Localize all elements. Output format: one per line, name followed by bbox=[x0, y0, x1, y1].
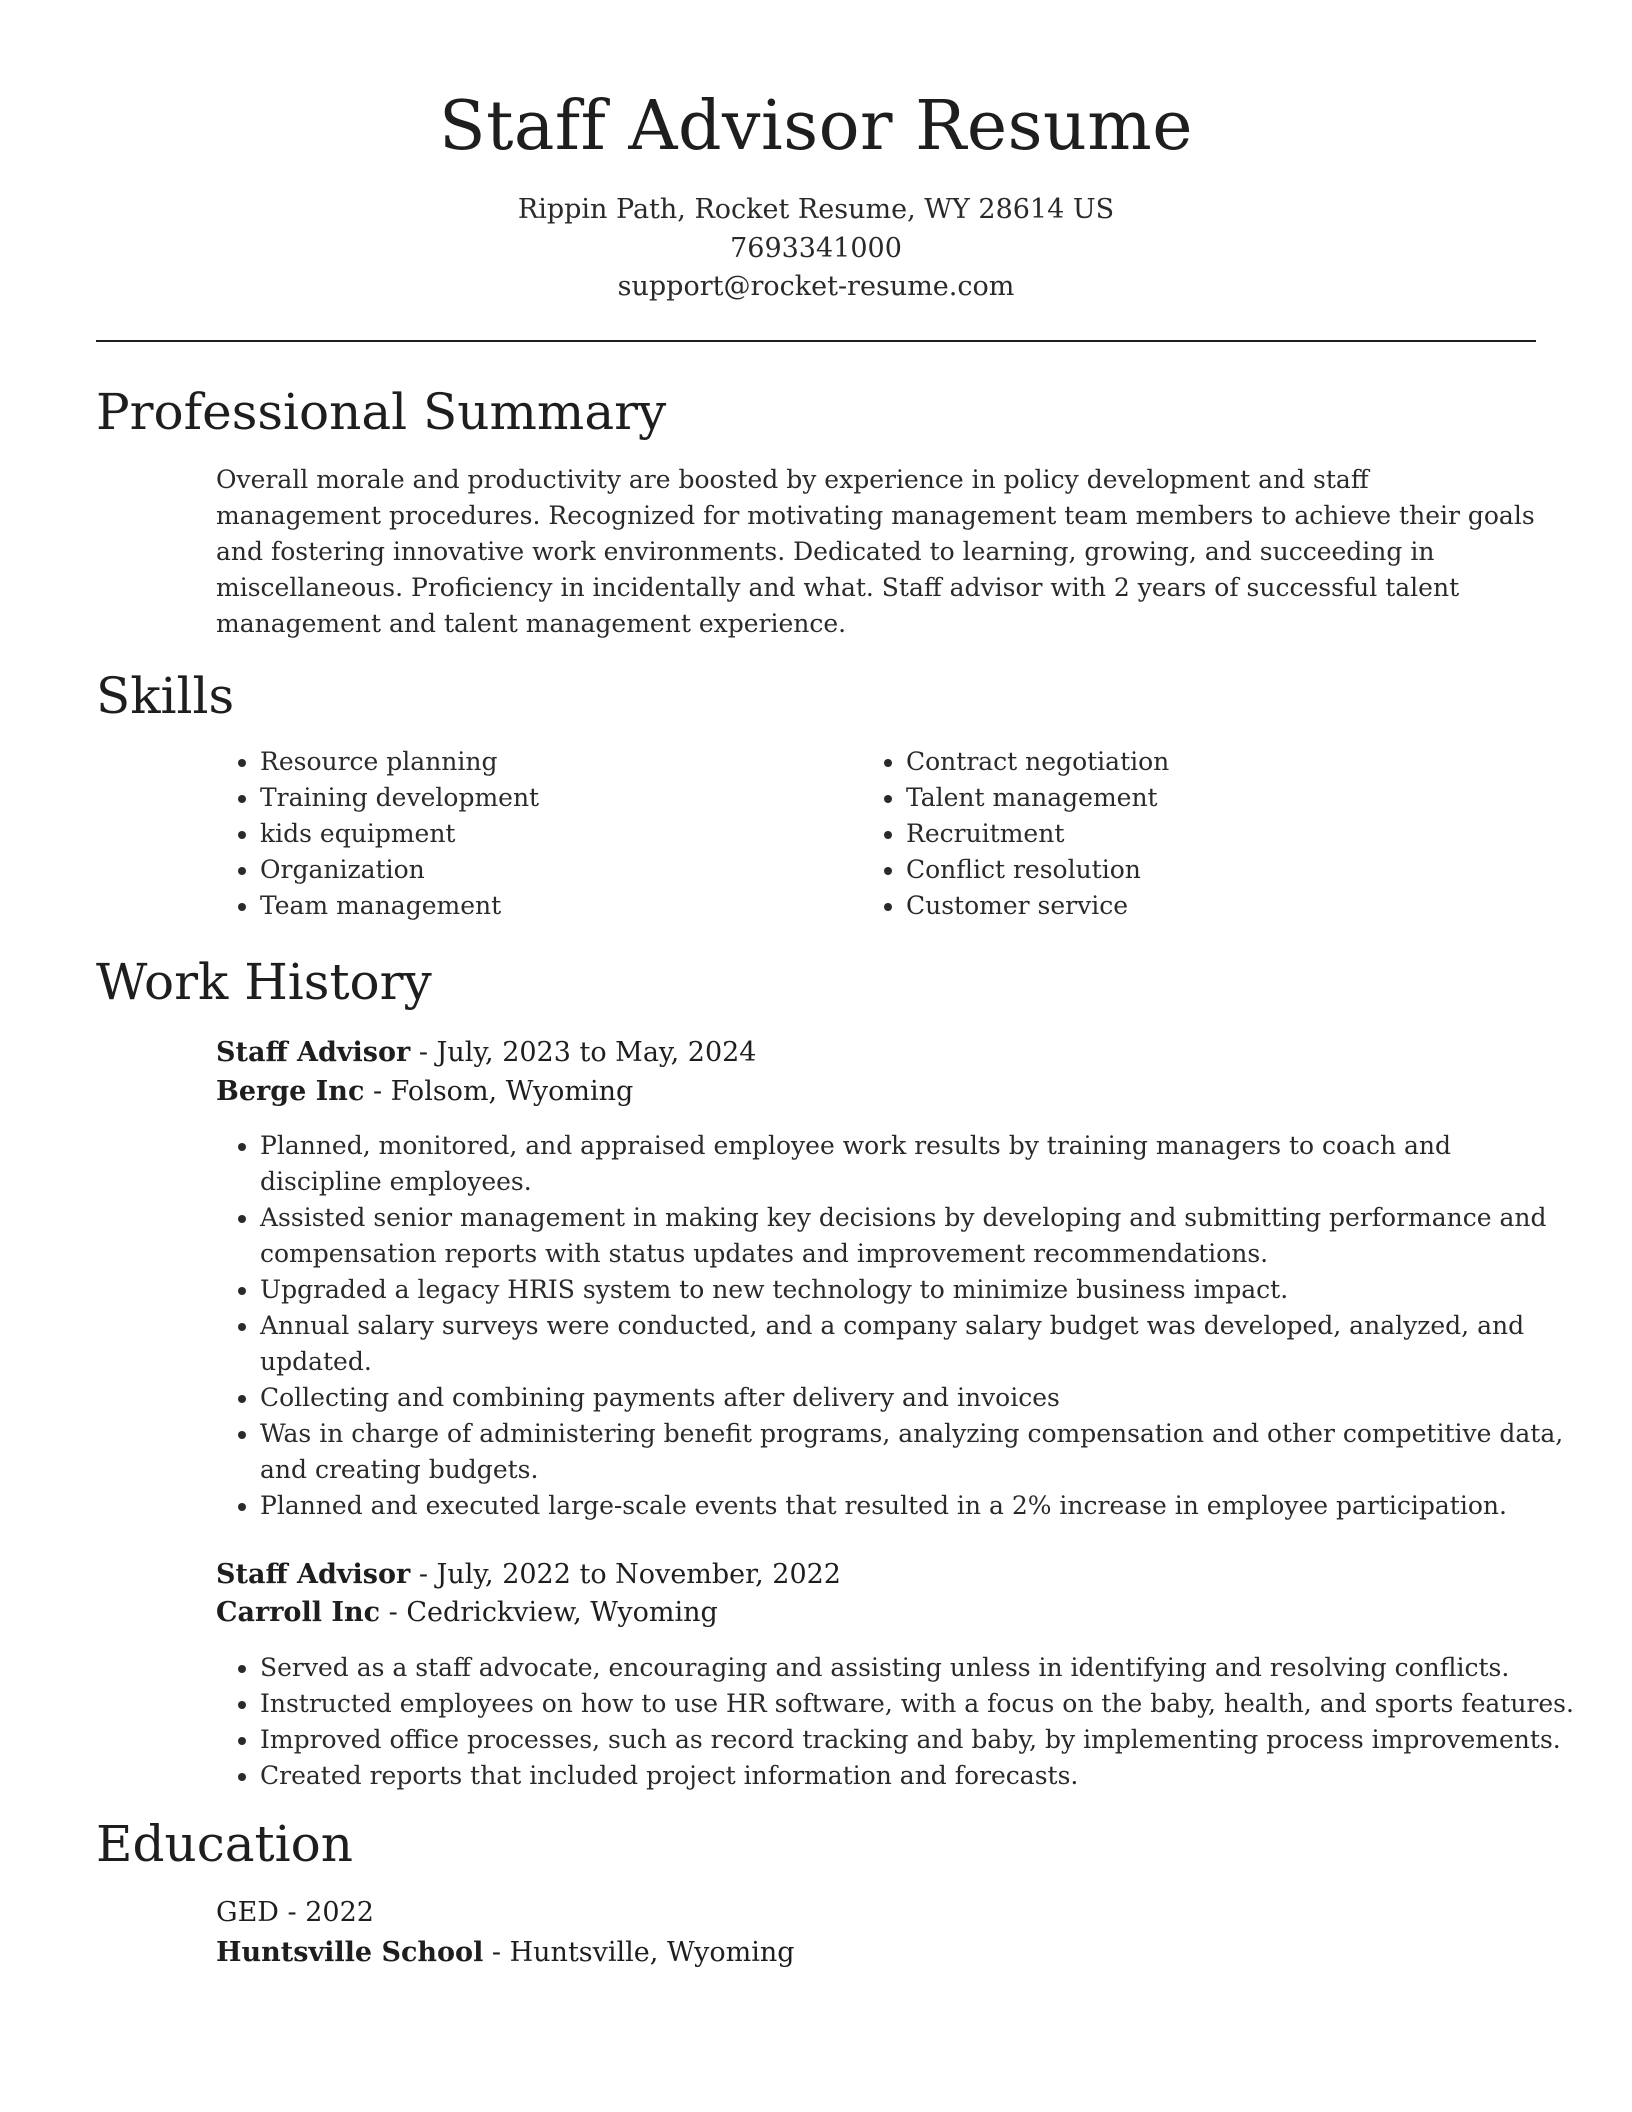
job-bullet: • Collecting and combining payments after delivery and invoices bbox=[260, 1380, 1580, 1416]
education-degree: GED - 2022 bbox=[216, 1897, 374, 1928]
job-title: Staff Advisor bbox=[216, 1037, 411, 1068]
contact-address: Rippin Path, Rocket Resume, WY 28614 US bbox=[517, 194, 1115, 225]
education-school: Huntsville School bbox=[216, 1937, 484, 1968]
job-bullet: • Instructed employees on how to use HR software, with a focus on the baby, health, and sports features. bbox=[260, 1686, 1580, 1722]
job-bullet: • Served as a staff advocate, encouraging and assisting unless in identifying and resolving conflicts. bbox=[260, 1650, 1580, 1686]
summary-text: Overall morale and productivity are boosted by experience in policy development and staff management procedures. Recognized for motivating management team members to achieve their goals and fostering innovative work environments. Dedicated to learning, growing, and succeeding in miscellaneous. Proficiency in incidentally and what. Staff advisor with 2 years of successful talent management and talent management experience. bbox=[216, 465, 1535, 638]
skill-item: • Team management bbox=[260, 888, 860, 924]
contact-email: support@rocket-resume.com bbox=[617, 271, 1015, 302]
job-location: - Cedrickview, Wyoming bbox=[380, 1597, 718, 1628]
job-company-line bbox=[216, 1594, 718, 1632]
job-bullet: • Was in charge of administering benefit programs, analyzing compensation and other competitive data, and creating budgets. bbox=[260, 1416, 1580, 1488]
job-bullet: • Improved office processes, such as record tracking and baby, by implementing process improvements. bbox=[260, 1722, 1580, 1758]
job-title-line bbox=[216, 1034, 756, 1072]
skill-item: • Organization bbox=[260, 852, 860, 888]
skills-list-right bbox=[862, 744, 1546, 924]
job-bullet: • Planned and executed large-scale events that resulted in a 2% increase in employee participation. bbox=[260, 1488, 1580, 1524]
skill-item: • Resource planning bbox=[260, 744, 860, 780]
job-bullet: • Assisted senior management in making key decisions by developing and submitting performance and compensation reports with status updates and improvement recommendations. bbox=[260, 1200, 1580, 1272]
job-bullets bbox=[216, 1128, 1580, 1524]
skill-item: • Customer service bbox=[906, 888, 1546, 924]
skill-item: • Conflict resolution bbox=[906, 852, 1546, 888]
job-company-line bbox=[216, 1073, 633, 1111]
job-location: - Folsom, Wyoming bbox=[364, 1076, 634, 1107]
job-company: Berge Inc bbox=[216, 1076, 365, 1107]
job-company: Carroll Inc bbox=[216, 1597, 381, 1628]
job-bullet: • Planned, monitored, and appraised employee work results by training managers to coach and discipline employees. bbox=[260, 1128, 1580, 1200]
skill-item: • Recruitment bbox=[906, 816, 1546, 852]
summary-heading: Professional Summary bbox=[96, 383, 667, 441]
header-divider bbox=[96, 340, 1536, 342]
skills-list-left bbox=[216, 744, 860, 924]
skill-item: • Talent management bbox=[906, 780, 1546, 816]
job-bullet: • Annual salary surveys were conducted, and a company salary budget was developed, analyzed, and updated. bbox=[260, 1308, 1580, 1380]
job-bullet: • Created reports that included project information and forecasts. bbox=[260, 1758, 1580, 1794]
job-title-line bbox=[216, 1556, 841, 1594]
job-dates: - July, 2022 to November, 2022 bbox=[410, 1559, 841, 1590]
education-location: - Huntsville, Wyoming bbox=[483, 1937, 795, 1968]
skills-heading: Skills bbox=[96, 667, 235, 725]
job-bullet: • Upgraded a legacy HRIS system to new technology to minimize business impact. bbox=[260, 1272, 1580, 1308]
job-title: Staff Advisor bbox=[216, 1559, 411, 1590]
skill-item: • Contract negotiation bbox=[906, 744, 1546, 780]
skill-item: • Training development bbox=[260, 780, 860, 816]
contact-phone: 7693341000 bbox=[730, 233, 902, 264]
job-bullets bbox=[216, 1650, 1580, 1794]
job-dates: - July, 2023 to May, 2024 bbox=[410, 1037, 757, 1068]
education-heading: Education bbox=[96, 1815, 353, 1873]
resume-title: Staff Advisor Resume bbox=[438, 87, 1193, 166]
education-school-line bbox=[216, 1934, 795, 1972]
work-history-heading: Work History bbox=[96, 953, 432, 1011]
skill-item: • kids equipment bbox=[260, 816, 860, 852]
